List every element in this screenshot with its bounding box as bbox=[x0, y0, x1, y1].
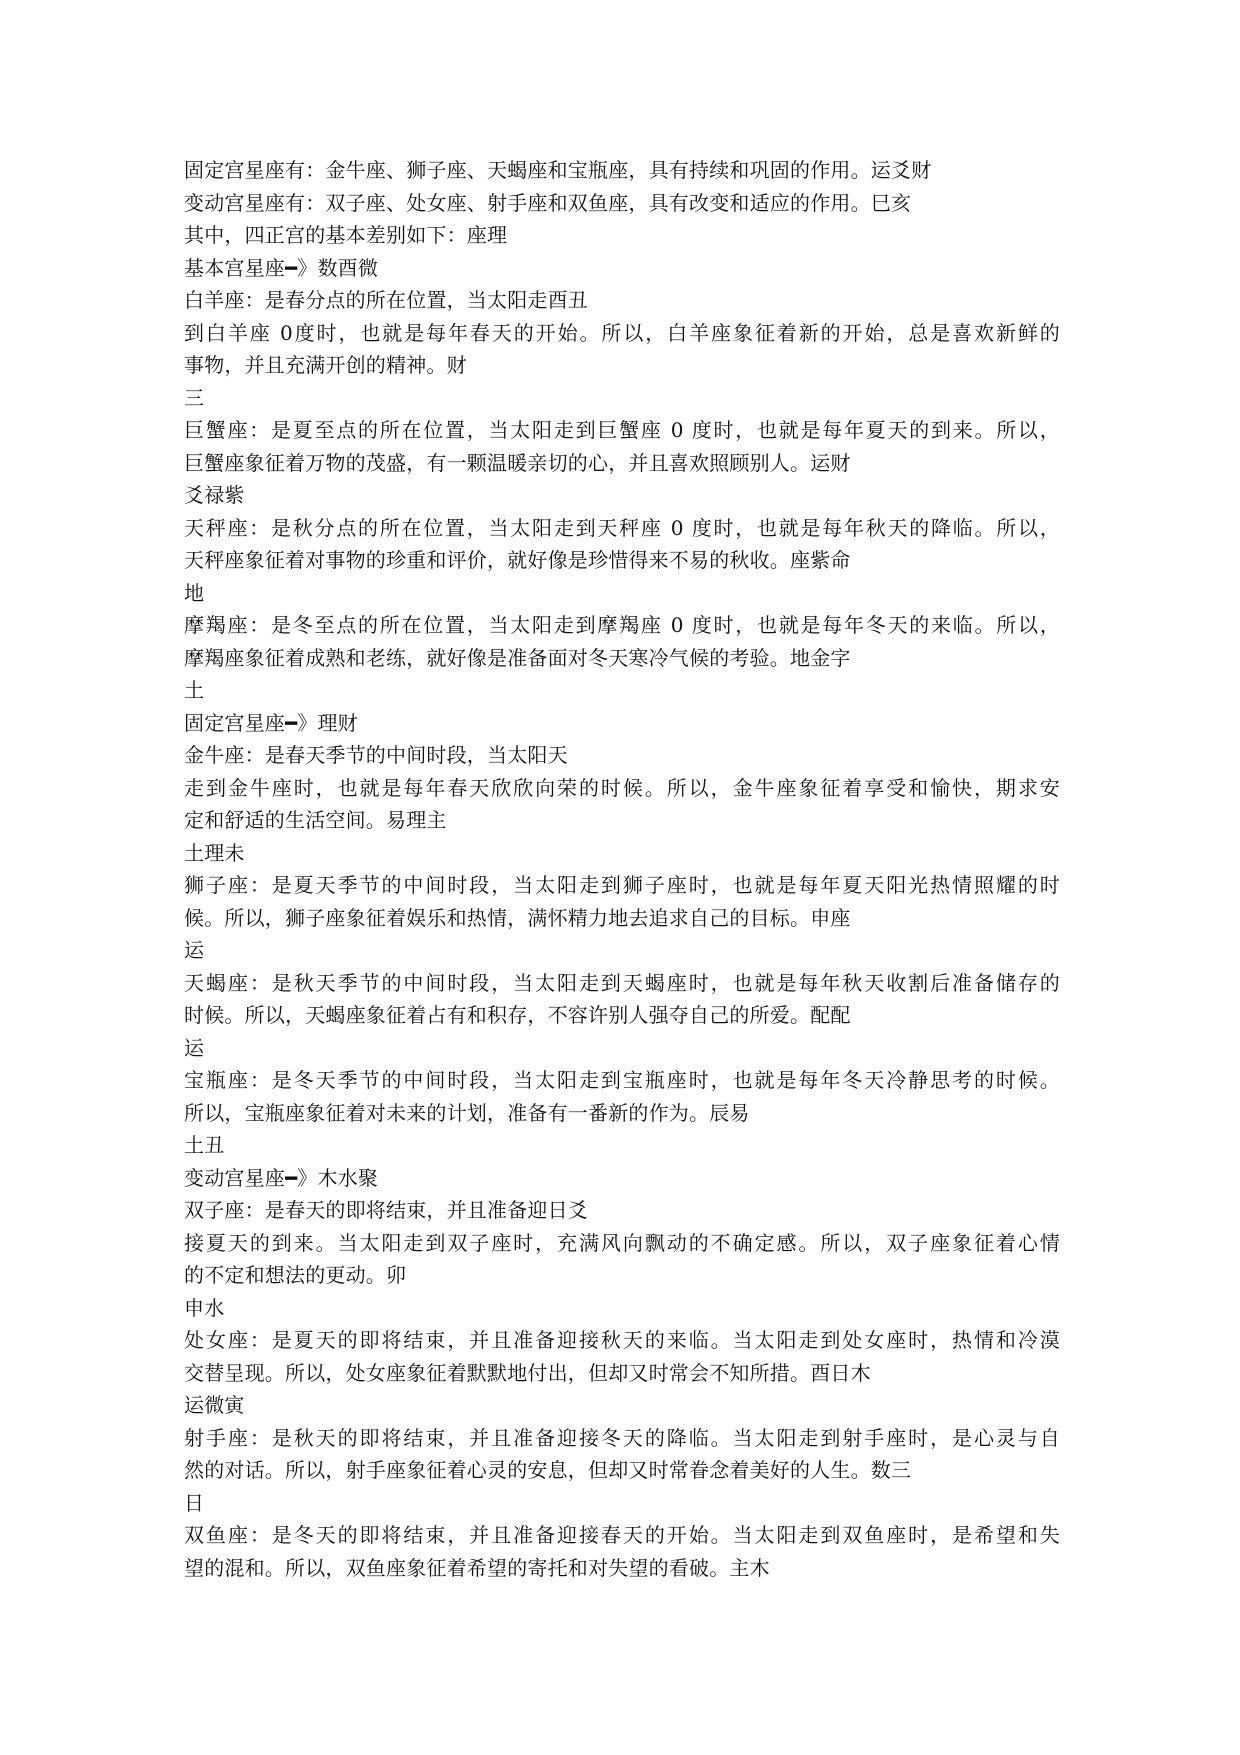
text-line: 天蝎座：是秋天季节的中间时段，当太阳走到天蝎座时，也就是每年秋天收割后准备储存的 bbox=[184, 970, 1060, 995]
text-line: 双子座：是春天的即将结束，并且准备迎日爻 bbox=[184, 1198, 588, 1222]
text-line: 走到金牛座时，也就是每年春天欣欣向荣的时候。所以，金牛座象征着享受和愉快，期求安 bbox=[184, 775, 1060, 800]
text-line: 土丑 bbox=[184, 1133, 225, 1157]
text-line: 候。所以，狮子座象征着娱乐和热情，满怀精力地去追求自己的目标。申座 bbox=[184, 905, 851, 930]
text-line: 地 bbox=[184, 580, 205, 605]
text-line: 天秤座象征着对事物的珍重和评价，就好像是珍惜得来不易的秋收。座紫命 bbox=[184, 548, 851, 572]
text-line: 时候。所以，天蝎座象征着占有和积存，不容许别人强夺自己的所爱。配配 bbox=[184, 1003, 851, 1027]
text-line: 处女座：是夏天的即将结束，并且准备迎接秋天的来临。当太阳走到处女座时，热情和冷漠 bbox=[184, 1328, 1060, 1352]
text-line: 到白羊座 0度时，也就是每年春天的开始。所以，白羊座象征着新的开始，总是喜欢新鲜的 bbox=[184, 320, 1060, 345]
text-line: 其中，四正宫的基本差别如下：座理 bbox=[184, 223, 508, 247]
text-line: 望的混和。所以，双鱼座象征着希望的寄托和对失望的看破。主木 bbox=[184, 1555, 770, 1580]
text-line: 固定宫星座有：金牛座、狮子座、天蝎座和宝瓶座，具有持续和巩固的作用。运爻财 bbox=[184, 158, 932, 182]
text-line: 巨蟹座：是夏至点的所在位置，当太阳走到巨蟹座 0 度时，也就是每年夏天的到来。所以， bbox=[184, 418, 1060, 442]
text-line: 狮子座：是夏天季节的中间时段，当太阳走到狮子座时，也就是每年夏天阳光热情照耀的时 bbox=[184, 873, 1060, 897]
text-line: 运微寅 bbox=[184, 1393, 245, 1417]
text-line: 基本宫星座━》数酉微 bbox=[184, 255, 379, 280]
text-line: 所以，宝瓶座象征着对未来的计划，准备有一番新的作为。辰易 bbox=[184, 1100, 750, 1125]
document-body bbox=[184, 154, 1060, 1584]
text-line: 事物，并且充满开创的精神。财 bbox=[184, 353, 467, 377]
text-line: 爻禄紫 bbox=[184, 483, 245, 507]
text-line: 申水 bbox=[184, 1295, 225, 1320]
text-line: 运 bbox=[184, 1035, 205, 1060]
text-line: 运 bbox=[184, 938, 205, 962]
text-line: 然的对话。所以，射手座象征着心灵的安息，但却又时常眷念着美好的人生。数三 bbox=[184, 1458, 912, 1482]
text-line: 宝瓶座：是冬天季节的中间时段，当太阳走到宝瓶座时，也就是每年冬天冷静思考的时候。 bbox=[184, 1068, 1060, 1092]
text-line: 三 bbox=[184, 385, 205, 410]
text-line: 土 bbox=[184, 678, 205, 702]
text-line: 定和舒适的生活空间。易理主 bbox=[184, 808, 447, 832]
text-line: 接夏天的到来。当太阳走到双子座时，充满风向飘动的不确定感。所以，双子座象征着心情 bbox=[184, 1230, 1060, 1255]
text-line: 双鱼座：是冬天的即将结束，并且准备迎接春天的开始。当太阳走到双鱼座时，是希望和失 bbox=[184, 1523, 1060, 1547]
text-line: 交替呈现。所以，处女座象征着默默地付出，但却又时常会不知所措。酉日木 bbox=[184, 1360, 871, 1385]
text-line: 固定宫星座━》理财 bbox=[184, 710, 358, 735]
text-line: 的不定和想法的更动。卯 bbox=[184, 1263, 407, 1287]
text-line: 白羊座：是春分点的所在位置，当太阳走酉丑 bbox=[184, 288, 588, 312]
text-line: 日 bbox=[184, 1490, 205, 1515]
text-line: 摩羯座：是冬至点的所在位置，当太阳走到摩羯座 0 度时，也就是每年冬天的来临。所以， bbox=[184, 613, 1060, 637]
text-line: 射手座：是秋天的即将结束，并且准备迎接冬天的降临。当太阳走到射手座时，是心灵与自 bbox=[184, 1425, 1060, 1450]
text-line: 天秤座：是秋分点的所在位置，当太阳走到天秤座 0 度时，也就是每年秋天的降临。所以， bbox=[184, 515, 1060, 540]
text-line: 金牛座：是春天季节的中间时段，当太阳天 bbox=[184, 743, 568, 767]
text-line: 变动宫星座━》木水聚 bbox=[184, 1165, 379, 1190]
text-line: 摩羯座象征着成熟和老练，就好像是准备面对冬天寒冷气候的考验。地金字 bbox=[184, 645, 851, 670]
text-line: 变动宫星座有：双子座、处女座、射手座和双鱼座，具有改变和适应的作用。巳亥 bbox=[184, 190, 912, 215]
text-line: 土理未 bbox=[184, 840, 245, 865]
text-line: 巨蟹座象征着万物的茂盛，有一颗温暖亲切的心，并且喜欢照顾别人。运财 bbox=[184, 450, 851, 475]
